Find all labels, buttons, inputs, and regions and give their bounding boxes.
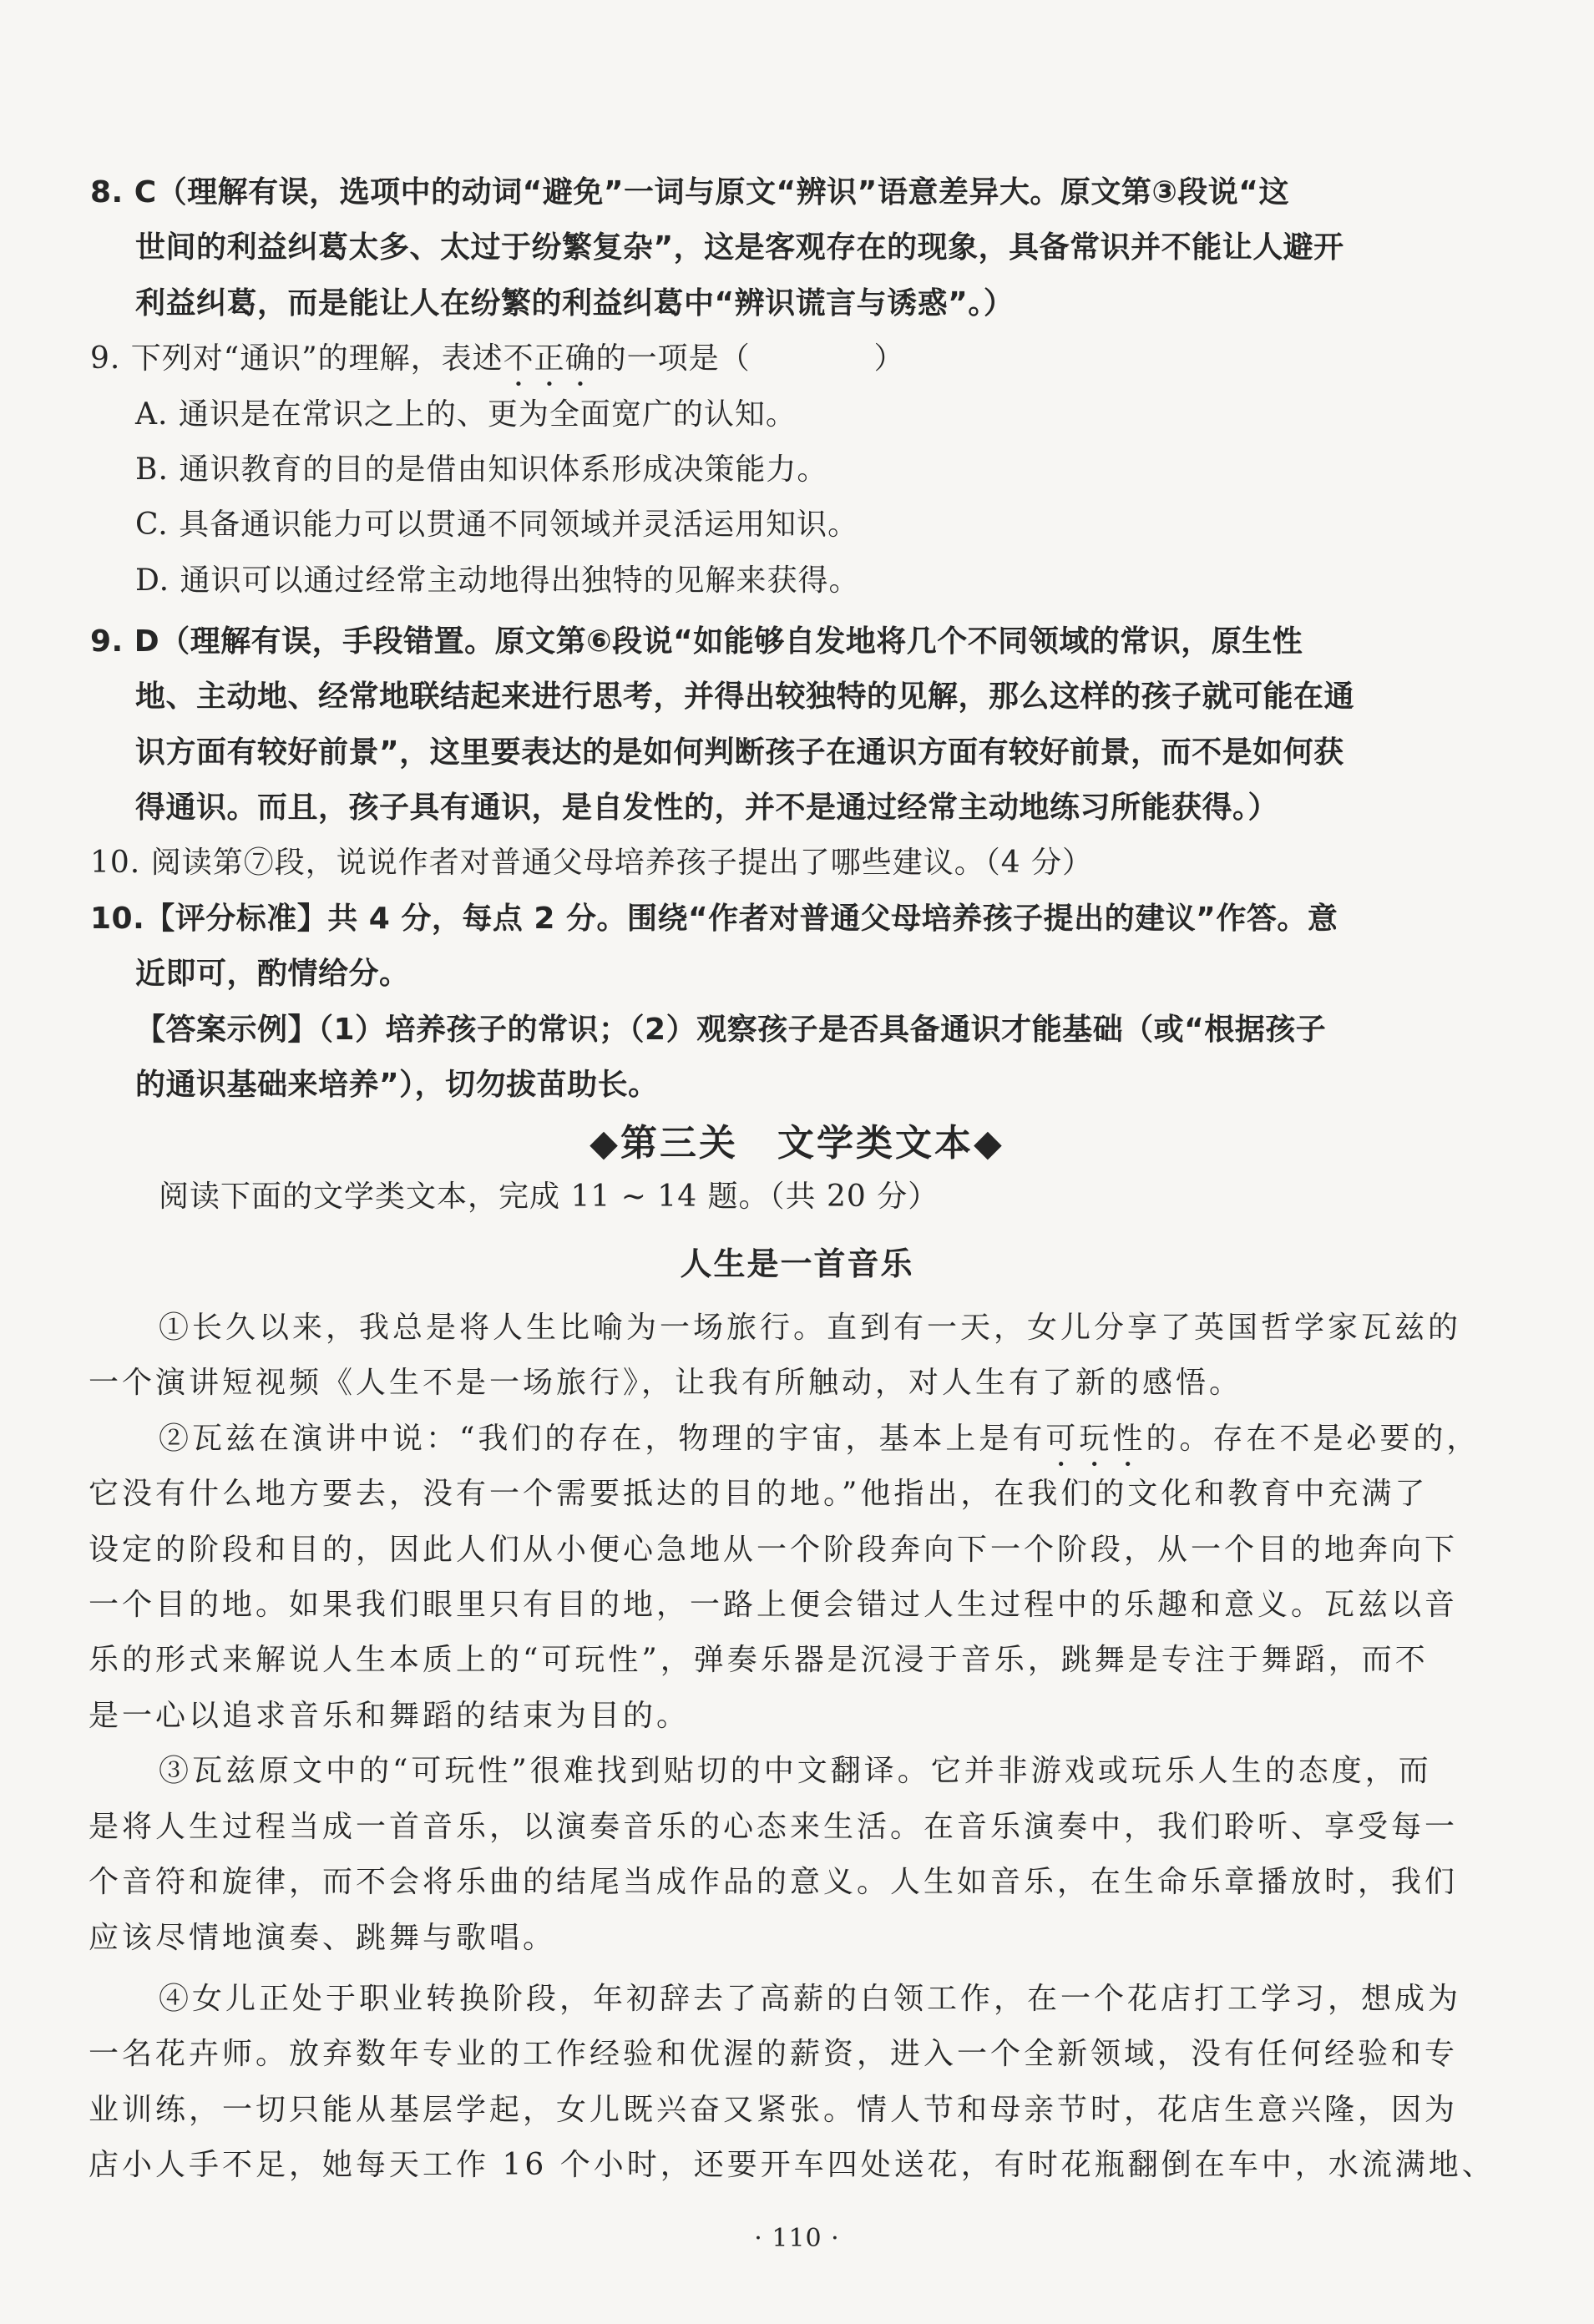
q9-option-c: C. 具备通识能力可以贯通不同领域并灵活运用知识。 <box>135 508 859 542</box>
q9-stem-before: 9. 下列对“通识”的理解，表述 <box>90 341 504 376</box>
p2-text-before: ②瓦兹在演讲中说：“我们的存在，物理的宇宙，基本上是有 <box>159 1422 1046 1456</box>
story-paragraph-line: 个音符和旋律，而不会将乐曲的结尾当成作品的意义。人生如音乐，在生命乐章播放时，我们 <box>89 1865 1459 1899</box>
q10-stem: 10. 阅读第⑦段，说说作者对普通父母培养孩子提出了哪些建议。（4 分） <box>90 846 1094 880</box>
story-paragraph-line: 是将人生过程当成一首音乐，以演奏音乐的心态来生活。在音乐演奏中，我们聆听、享受每一 <box>89 1810 1459 1844</box>
q9-option-b: B. 通识教育的目的是借由知识体系形成决策能力。 <box>135 452 828 487</box>
story-paragraph-line <box>159 1419 1578 1473</box>
q10-answer-example: 的通识基础来培养”），切勿拔苗助长。 <box>135 1068 659 1102</box>
q8-answer-line: 世间的利益纠葛太多、太过于纷繁复杂”，这是客观存在的现象，具备常识并不能让人避开 <box>135 230 1344 265</box>
story-paragraph-line: 业训练，一切只能从基层学起，女儿既兴奋又紧张。情人节和母亲节时，花店生意兴隆，因为 <box>89 2093 1459 2127</box>
story-paragraph-line: 乐的形式来解说人生本质上的“可玩性”，弹奏乐器是沉浸于音乐，跳舞是专注于舞蹈，而不 <box>89 1643 1429 1677</box>
story-paragraph-line: 一个目的地。如果我们眼里只有目的地，一路上便会错过人生过程中的乐趣和意义。瓦兹以音 <box>89 1588 1459 1622</box>
story-paragraph-line: ①长久以来，我总是将人生比喻为一场旅行。直到有一天，女儿分享了英国哲学家瓦兹的 <box>159 1311 1462 1345</box>
q9-stem-after: 的一项是（ ） <box>595 341 905 376</box>
q9-option-d: D. 通识可以通过经常主动地得出独特的见解来获得。 <box>135 563 860 598</box>
story-paragraph-line: ④女儿正处于职业转换阶段，年初辞去了高薪的白领工作，在一个花店打工学习，想成为 <box>159 1982 1462 2016</box>
q9-answer-line: 得通识。而且，孩子具有通识，是自发性的，并不是通过经常主动地练习所能获得。） <box>135 791 1279 825</box>
q8-answer-line: 8. C（理解有误，选项中的动词“避免”一词与原文“辨识”语意差异大。原文第③段说“这 <box>90 175 1289 210</box>
q8-answer-line: 利益纠葛，而是能让人在纷繁的利益纠葛中“辨识谎言与诱惑”。） <box>135 286 1015 321</box>
q9-answer-line: 9. D（理解有误，手段错置。原文第⑥段说“如能够自发地将几个不同领域的常识，原生性 <box>90 624 1303 659</box>
q9-stem <box>90 339 1510 393</box>
q10-answer-line: 近即可，酌情给分。 <box>135 957 410 991</box>
p2-text-after: 的。存在不是必要的， <box>1146 1422 1480 1456</box>
story-paragraph-line: 一名花卉师。放弃数年专业的工作经验和优渥的薪资，进入一个全新领域，没有任何经验和专 <box>89 2037 1459 2071</box>
story-paragraph-line: 一个演讲短视频《人生不是一场旅行》，让我有所触动，对人生有了新的感悟。 <box>89 1366 1243 1400</box>
story-paragraph-line: 是一心以追求音乐和舞蹈的结束为目的。 <box>89 1699 691 1733</box>
story-paragraph-line: ③瓦兹原文中的“可玩性”很难找到贴切的中文翻译。它并非游戏或玩乐人生的态度，而 <box>159 1754 1432 1788</box>
q9-stem-emphasis: 不正确 <box>503 341 596 376</box>
story-paragraph-line: 店小人手不足，她每天工作 16 个小时，还要开车四处送花，有时花瓶翻倒在车中，水流满地、 <box>89 2148 1495 2182</box>
page-number: · 110 · <box>754 2224 840 2253</box>
p2-text-emphasis: 可玩性 <box>1045 1422 1146 1456</box>
story-title: 人生是一首音乐 <box>680 1245 914 1282</box>
q10-answer-example: 【答案示例】（1）培养孩子的常识；（2）观察孩子是否具备通识才能基础（或“根据孩子 <box>135 1013 1327 1047</box>
q9-answer-line: 地、主动地、经常地联结起来进行思考，并得出较独特的见解，那么这样的孩子就可能在通 <box>135 680 1355 714</box>
section-title: ◆第三关 文学类文本◆ <box>590 1122 1004 1165</box>
q10-answer-line: 10.【评分标准】共 4 分，每点 2 分。围绕“作者对普通父母培养孩子提出的建议”作答。意 <box>90 902 1338 936</box>
story-paragraph-line: 它没有什么地方要去，没有一个需要抵达的目的地。”他指出，在我们的文化和教育中充满了 <box>89 1477 1429 1511</box>
section-instruction: 阅读下面的文学类文本，完成 11 ~ 14 题。（共 20 分） <box>159 1180 939 1214</box>
q9-answer-line: 识方面有较好前景”，这里要表达的是如何判断孩子在通识方面有较好前景，而不是如何获 <box>135 735 1344 770</box>
q9-option-a: A. 通识是在常识之上的、更为全面宽广的认知。 <box>135 397 797 432</box>
story-paragraph-line: 应该尽情地演奏、跳舞与歌唱。 <box>89 1921 557 1955</box>
story-paragraph-line: 设定的阶段和目的，因此人们从小便心急地从一个阶段奔向下一个阶段，从一个目的地奔向下 <box>89 1533 1459 1567</box>
